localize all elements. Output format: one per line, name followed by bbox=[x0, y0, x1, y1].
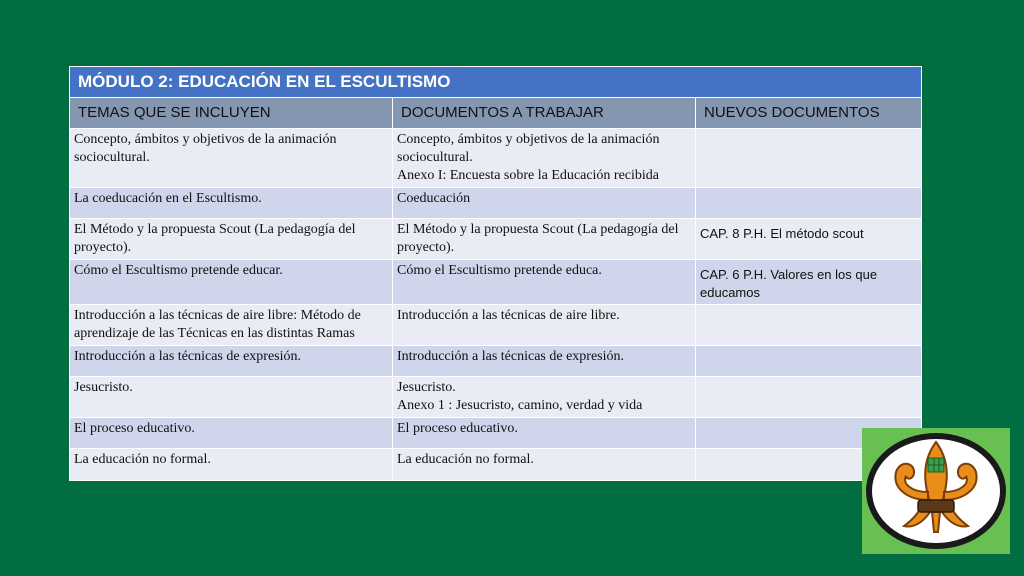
table-row bbox=[70, 129, 922, 188]
table-row bbox=[70, 219, 922, 260]
header-temas: TEMAS QUE SE INCLUYEN bbox=[70, 98, 393, 129]
cell-nuevo bbox=[696, 129, 922, 188]
header-nuevos: NUEVOS DOCUMENTOS bbox=[696, 98, 922, 129]
module-table bbox=[69, 66, 922, 481]
cell-doc: El proceso educativo. bbox=[393, 418, 696, 449]
cell-doc: El Método y la propuesta Scout (La pedagogía del proyecto). bbox=[393, 219, 696, 260]
scout-logo bbox=[862, 428, 1010, 554]
cell-tema: Jesucristo. bbox=[70, 377, 393, 418]
cell-nuevo bbox=[696, 188, 922, 219]
cell-nuevo bbox=[696, 346, 922, 377]
table-row bbox=[70, 346, 922, 377]
cell-nuevo bbox=[696, 377, 922, 418]
cell-tema: Cómo el Escultismo pretende educar. bbox=[70, 260, 393, 305]
cell-doc: Jesucristo. Anexo 1 : Jesucristo, camino, verdad y vida bbox=[393, 377, 696, 418]
cell-nuevo: CAP. 8 P.H. El método scout bbox=[696, 219, 922, 260]
table-header-row bbox=[70, 98, 922, 129]
cell-tema: Introducción a las técnicas de aire libre: Método de aprendizaje de las Técnicas en las distintas Ramas bbox=[70, 305, 393, 346]
cell-doc: Introducción a las técnicas de expresión. bbox=[393, 346, 696, 377]
cell-tema: Concepto, ámbitos y objetivos de la animación sociocultural. bbox=[70, 129, 393, 188]
cell-nuevo: CAP. 6 P.H. Valores en los que educamos bbox=[696, 260, 922, 305]
table-row bbox=[70, 377, 922, 418]
cell-tema: Introducción a las técnicas de expresión. bbox=[70, 346, 393, 377]
cell-tema: El Método y la propuesta Scout (La pedagogía del proyecto). bbox=[70, 219, 393, 260]
header-documentos: DOCUMENTOS A TRABAJAR bbox=[393, 98, 696, 129]
cell-doc: Concepto, ámbitos y objetivos de la animación sociocultural. Anexo I: Encuesta sobre la Educación recibida bbox=[393, 129, 696, 188]
cell-doc: Coeducación bbox=[393, 188, 696, 219]
cell-tema: La educación no formal. bbox=[70, 449, 393, 481]
cell-doc: Cómo el Escultismo pretende educa. bbox=[393, 260, 696, 305]
cell-tema: El proceso educativo. bbox=[70, 418, 393, 449]
table-row bbox=[70, 305, 922, 346]
fleur-de-lis-icon bbox=[862, 428, 1010, 554]
cell-doc: La educación no formal. bbox=[393, 449, 696, 481]
table-row bbox=[70, 188, 922, 219]
table-title: MÓDULO 2: EDUCACIÓN EN EL ESCULTISMO bbox=[70, 67, 922, 98]
table-row bbox=[70, 260, 922, 305]
table-title-row bbox=[70, 67, 922, 98]
cell-nuevo bbox=[696, 305, 922, 346]
cell-tema: La coeducación en el Escultismo. bbox=[70, 188, 393, 219]
cell-doc: Introducción a las técnicas de aire libre. bbox=[393, 305, 696, 346]
table-row bbox=[70, 449, 922, 481]
table-row bbox=[70, 418, 922, 449]
